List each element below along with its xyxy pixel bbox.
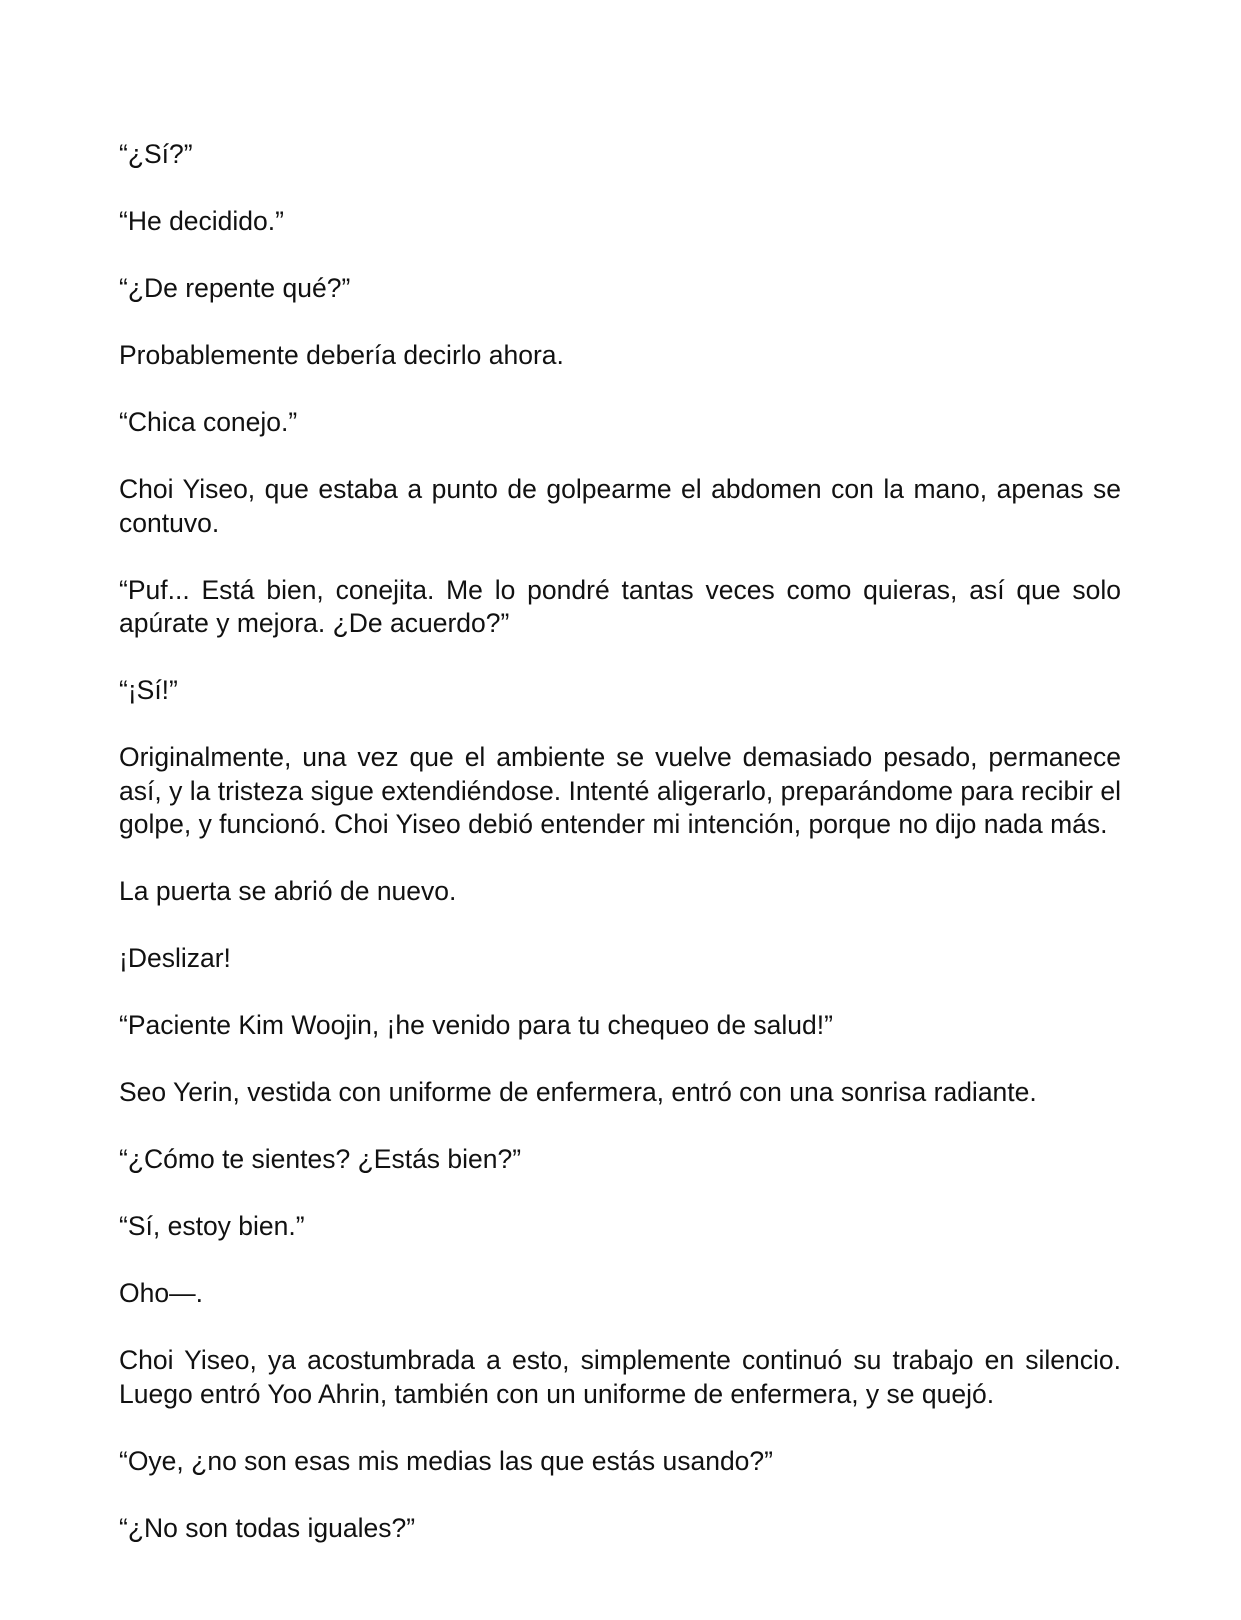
paragraph: La puerta se abrió de nuevo. — [119, 876, 457, 906]
paragraph: “Oye, ¿no son esas mis medias las que estás usando?” — [119, 1445, 773, 1476]
paragraph: “Puf... Está bien, conejita. Me lo pondré tantas veces como quieras, así que solo apúrate y mejora. ¿De acuerdo?” — [119, 574, 1121, 638]
document-body — [119, 138, 1121, 1579]
paragraph: “¡Sí!” — [119, 675, 178, 705]
paragraph: “He decidido.” — [119, 206, 284, 236]
paragraph: “¿No son todas iguales?” — [119, 1512, 416, 1543]
paragraph: “Chica conejo.” — [119, 407, 298, 437]
paragraph: Seo Yerin, vestida con uniforme de enfermera, entró con una sonrisa radiante. — [119, 1077, 1037, 1107]
paragraph: Oho—. — [119, 1278, 203, 1308]
paragraph: Originalmente, una vez que el ambiente se vuelve demasiado pesado, permanece así, y la tristeza sigue extendiéndose. Intenté aligerarlo, preparándome para recibir el golpe, y funcionó. Choi Yiseo debió entender mi intención, porque no dijo nada más. — [119, 742, 1121, 839]
paragraph: “¿Sí?” — [119, 139, 193, 169]
paragraph: Probablemente debería decirlo ahora. — [119, 340, 564, 370]
paragraph: “¿Cómo te sientes? ¿Estás bien?” — [119, 1144, 522, 1174]
paragraph: ¡Deslizar! — [119, 943, 231, 973]
paragraph: “¿De repente qué?” — [119, 273, 351, 303]
paragraph: Choi Yiseo, ya acostumbrada a esto, simplemente continuó su trabajo en silencio. Luego entró Yoo Ahrin, también con un uniforme de enfermera, y se quejó. — [119, 1345, 1121, 1409]
paragraph: Choi Yiseo, que estaba a punto de golpearme el abdomen con la mano, apenas se contuvo. — [119, 474, 1121, 538]
paragraph: “Paciente Kim Woojin, ¡he venido para tu chequeo de salud!” — [119, 1010, 833, 1040]
paragraph: “Sí, estoy bien.” — [119, 1211, 305, 1241]
